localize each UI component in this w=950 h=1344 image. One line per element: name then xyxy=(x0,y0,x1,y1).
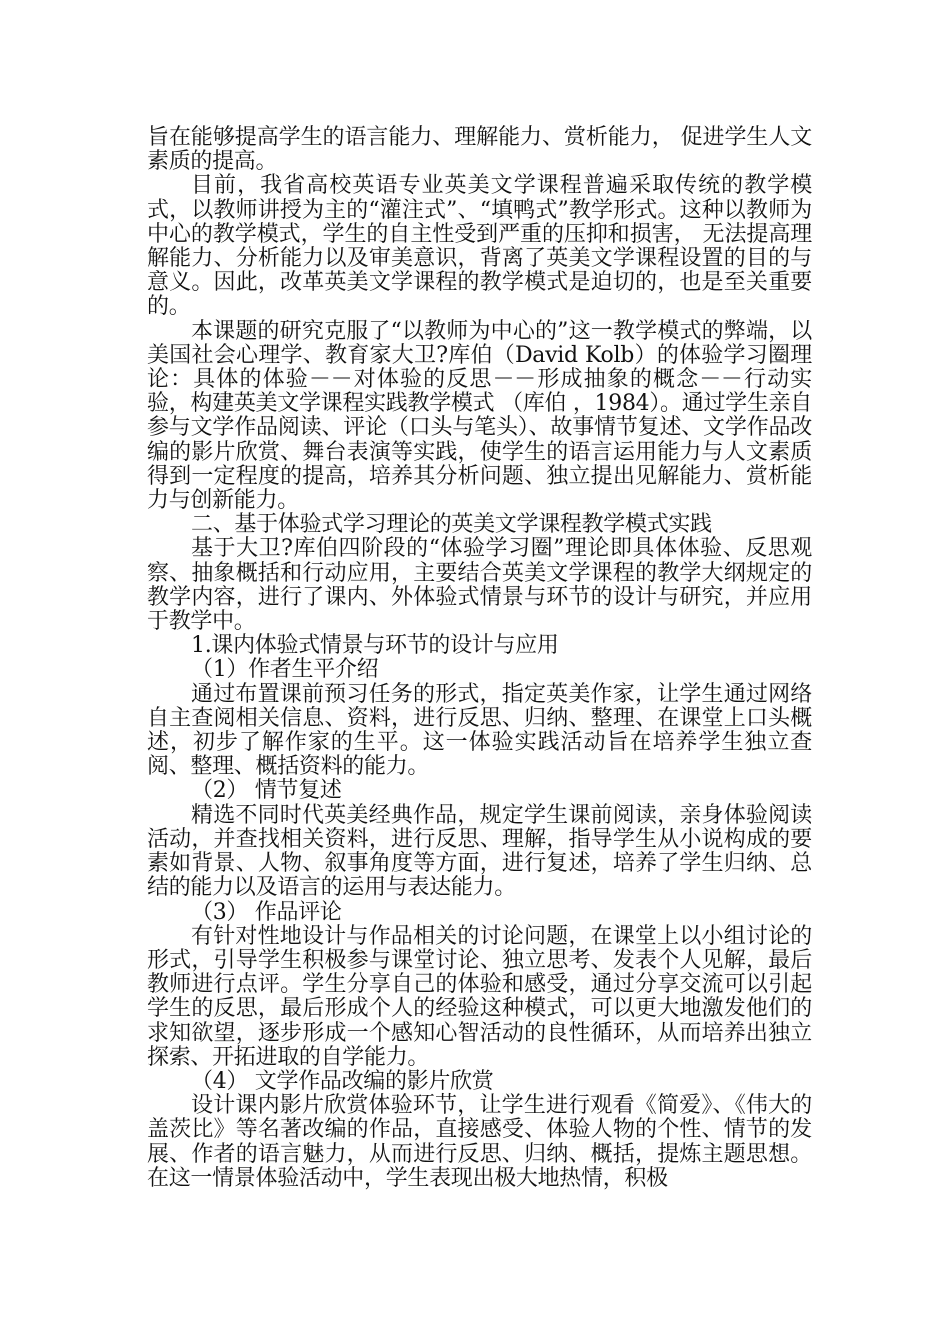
paragraph-work-review: 有针对性地设计与作品相关的讨论问题，在课堂上以小组讨论的形式，引导学生积极参与课堂讨论、独立思考、发表个人见解，最后教师进行点评。学生分享自己的体验和感受，通过分享交流可以引起学生的反思，最后形成个人的经验这种模式，可以更大地激发他们的求知欲望，逐步形成一个感知心智活动的良性循环，从而培养出独立探索、开拓进取的自学能力。 xyxy=(147,923,812,1070)
paragraph-research-overview: 本课题的研究克服了“以教师为中心的”这一教学模式的弊端，以美国社会心理学、教育家大卫?库伯（David Kolb）的体验学习圈理论：具体的体验－－对体验的反思－－形成抽象的概念－－行动实验，构建英美文学课程实践教学模式 （库伯 ，1984）。通过学生亲自参与文学作品阅读、评论（口头与笔头）、故事情节复述、文学作品改编的影片欣赏、舞台表演等实践，使学生的语言运用能力与人文素质得到一定程度的提高，培养其分析问题、独立提出见解能力、赏析能力与创新能力。 xyxy=(147,318,812,514)
item-heading-plot-retelling: （2） 情节复述 xyxy=(191,778,342,804)
paragraph-intro-continuation: 旨在能够提高学生的语言能力、理解能力、赏析能力， 促进学生人文素质的提高。 xyxy=(147,125,812,175)
paragraph-practice-intro: 基于大卫?库伯四阶段的“体验学习圈”理论即具体体验、反思观察、抽象概括和行动应用，主要结合英美文学课程的教学大纲规定的教学内容，进行了课内、外体验式情景与环节的设计与研究，并应用于教学中。 xyxy=(147,536,812,635)
paragraph-author-biography: 通过布置课前预习任务的形式，指定英美作家，让学生通过网络自主查阅相关信息、资料，进行反思、归纳、整理、在课堂上口头概述，初步了解作家的生平。这一体验实践活动旨在培养学生独立查阅、整理、概括资料的能力。 xyxy=(147,681,812,780)
paragraph-plot-retelling: 精选不同时代英美经典作品，规定学生课前阅读，亲身体验阅读活动，并查找相关资料，进行反思、理解，指导学生从小说构成的要素如背景、人物、叙事角度等方面，进行复述，培养了学生归纳、总结的能力以及语言的运用与表达能力。 xyxy=(147,802,812,901)
paragraph-film-appreciation: 设计课内影片欣赏体验环节，让学生进行观看《简爱》、《伟大的盖茨比》等名著改编的作品，直接感受、体验人物的个性、情节的发展、作者的语言魅力，从而进行反思、归纳、概括，提炼主题思想。在这一情景体验活动中，学生表现出极大地热情，积极 xyxy=(147,1093,812,1191)
item-heading-work-review: （3） 作品评论 xyxy=(191,899,342,925)
item-heading-author-biography: （1）作者生平介绍 xyxy=(191,657,379,683)
section-heading-practice: 二、基于体验式学习理论的英美文学课程教学模式实践 xyxy=(191,512,712,538)
document-body xyxy=(147,126,812,1191)
subsection-heading-in-class: 1.课内体验式情景与环节的设计与应用 xyxy=(191,633,559,659)
paragraph-current-situation: 目前，我省高校英语专业英美文学课程普遍采取传统的教学模式，以教师讲授为主的“灌注式”、“填鸭式”教学形式。这种以教师为中心的教学模式，学生的自主性受到严重的压抑和损害， 无法提高理解能力、分析能力以及审美意识，背离了英美文学课程设置的目的与意义。因此，改革英美文学课程的教学模式是迫切的，也是至关重要的。 xyxy=(147,173,812,320)
item-heading-film-appreciation: （4） 文学作品改编的影片欣赏 xyxy=(191,1068,494,1094)
